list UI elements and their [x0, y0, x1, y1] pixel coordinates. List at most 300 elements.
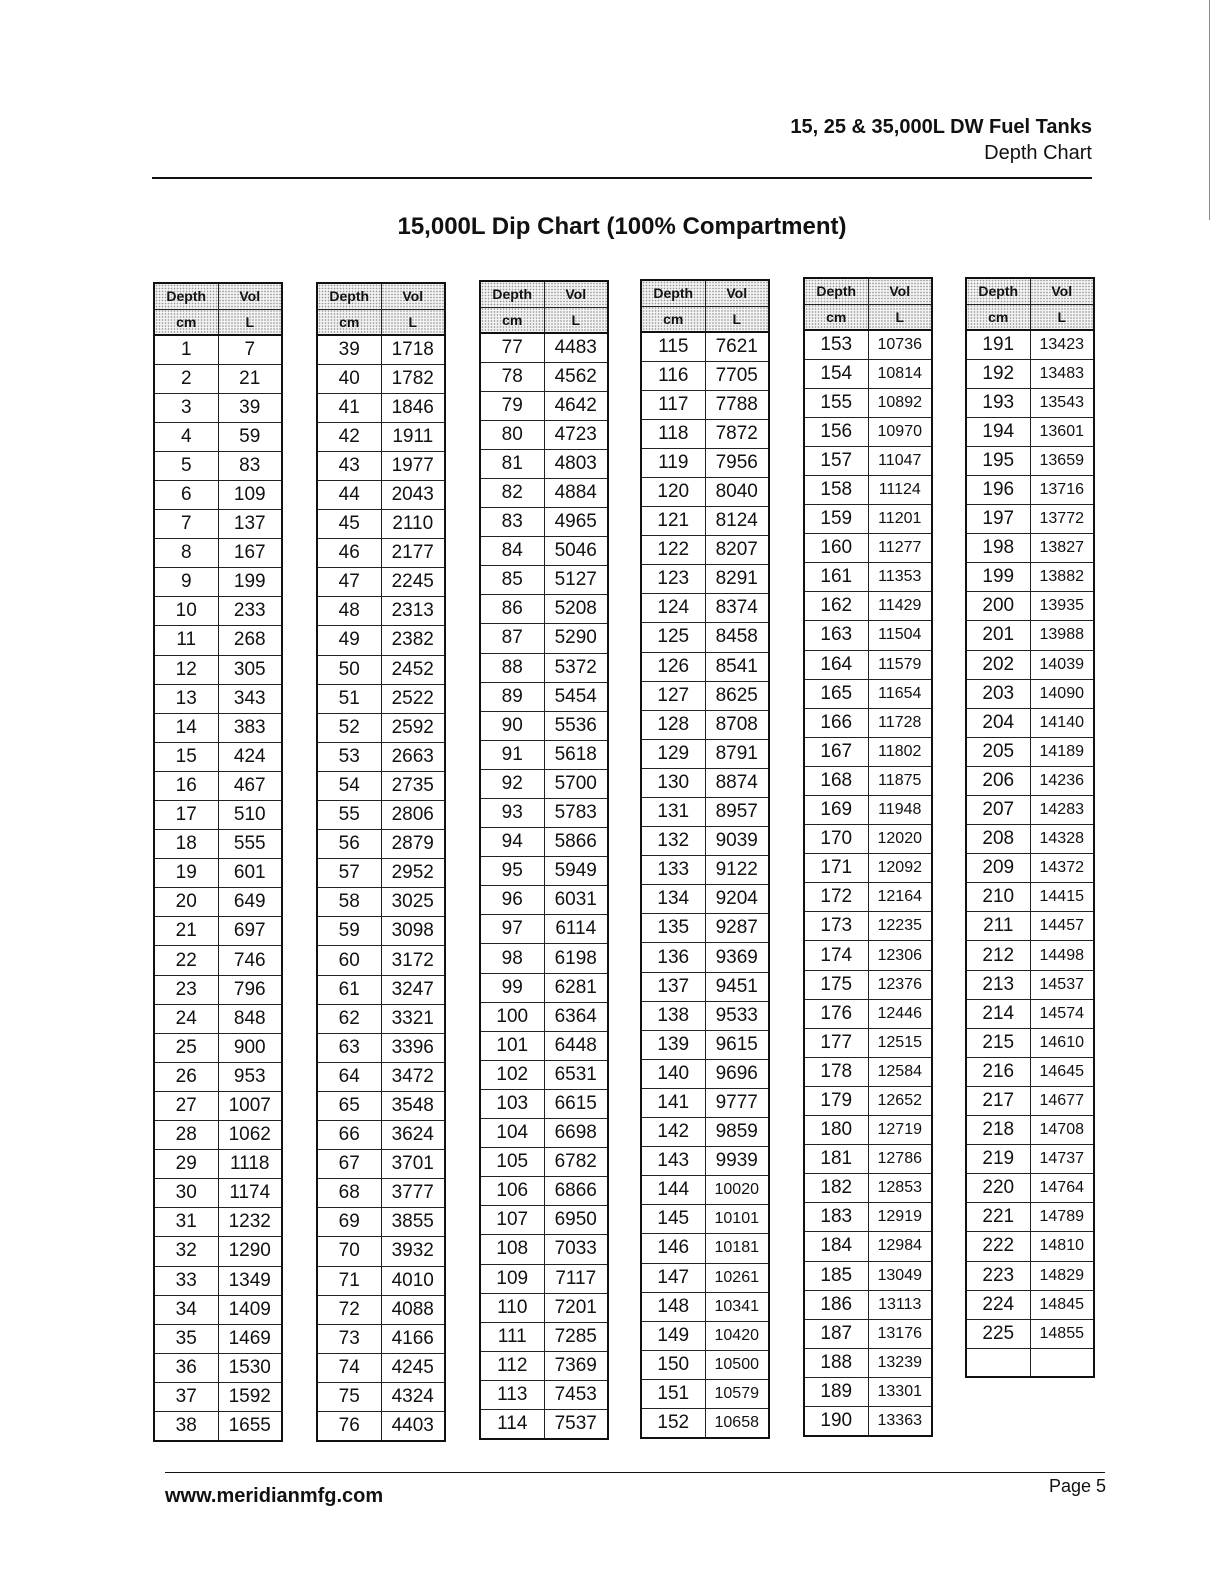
depth-header: Depth	[966, 278, 1030, 304]
depth-cell: 10	[154, 597, 218, 626]
volume-cell: 3098	[381, 917, 445, 946]
volume-cell: 2592	[381, 713, 445, 742]
volume-cell: 9777	[705, 1088, 769, 1117]
table-row	[154, 771, 282, 800]
table-row	[641, 623, 769, 652]
depth-cell: 158	[804, 475, 868, 504]
depth-cell: 33	[154, 1266, 218, 1295]
depth-cell: 138	[641, 1001, 705, 1030]
volume-cell: 10970	[868, 417, 932, 446]
volume-cell: 12376	[868, 970, 932, 999]
table-row	[641, 1030, 769, 1059]
volume-cell: 9696	[705, 1059, 769, 1088]
depth-cell: 225	[966, 1319, 1030, 1348]
depth-cell: 162	[804, 592, 868, 621]
depth-cell: 214	[966, 999, 1030, 1028]
depth-cell: 79	[480, 391, 544, 420]
table-row	[317, 946, 445, 975]
depth-cell: 4	[154, 422, 218, 451]
depth-cell: 78	[480, 362, 544, 391]
volume-cell: 2177	[381, 539, 445, 568]
depth-table-5	[803, 277, 933, 1437]
table-row	[641, 1292, 769, 1321]
volume-cell: 14415	[1030, 883, 1094, 912]
depth-cell: 154	[804, 359, 868, 388]
volume-cell: 39	[218, 393, 282, 422]
volume-cell: 7537	[544, 1409, 608, 1438]
table-row	[480, 886, 608, 915]
depth-volume-table	[316, 282, 446, 1442]
table-row	[317, 335, 445, 364]
depth-cell: 63	[317, 1033, 381, 1062]
table-row	[966, 1174, 1094, 1203]
volume-cell: 7872	[705, 419, 769, 448]
table-row	[480, 362, 608, 391]
depth-volume-table	[965, 277, 1095, 1378]
depth-cell: 180	[804, 1116, 868, 1145]
depth-cell: 172	[804, 883, 868, 912]
volume-cell: 10420	[705, 1321, 769, 1350]
depth-cell: 208	[966, 825, 1030, 854]
table-row	[804, 708, 932, 737]
depth-cell: 90	[480, 711, 544, 740]
volume-cell: 11728	[868, 708, 932, 737]
volume-cell: 5783	[544, 799, 608, 828]
volume-cell: 14090	[1030, 679, 1094, 708]
table-row	[966, 621, 1094, 650]
table-row	[480, 1293, 608, 1322]
volume-cell: 4483	[544, 333, 608, 362]
volume-cell: 13049	[868, 1261, 932, 1290]
volume-cell: 1007	[218, 1091, 282, 1120]
footer-url: www.meridianmfg.com	[165, 1485, 384, 1507]
depth-cell: 170	[804, 825, 868, 854]
volume-cell: 13423	[1030, 330, 1094, 359]
volume-cell: 649	[218, 888, 282, 917]
volume-cell: 5208	[544, 595, 608, 624]
volume-cell: 4884	[544, 478, 608, 507]
depth-cell: 58	[317, 888, 381, 917]
depth-cell: 169	[804, 796, 868, 825]
table-row	[317, 451, 445, 480]
volume-cell: 746	[218, 946, 282, 975]
table-row	[966, 505, 1094, 534]
depth-cell: 34	[154, 1295, 218, 1324]
depth-cell: 160	[804, 534, 868, 563]
depth-cell: 184	[804, 1232, 868, 1261]
depth-cell: 185	[804, 1261, 868, 1290]
table-row	[317, 713, 445, 742]
volume-cell: 1846	[381, 393, 445, 422]
volume-cell: 14283	[1030, 796, 1094, 825]
depth-unit: cm	[804, 304, 868, 330]
depth-cell: 219	[966, 1145, 1030, 1174]
volume-cell: 1232	[218, 1208, 282, 1237]
depth-cell: 114	[480, 1409, 544, 1438]
volume-cell: 14829	[1030, 1261, 1094, 1290]
volume-cell: 13716	[1030, 475, 1094, 504]
table-row	[804, 1145, 932, 1174]
volume-cell: 137	[218, 510, 282, 539]
table-row	[317, 1062, 445, 1091]
table-row	[480, 1031, 608, 1060]
depth-cell: 22	[154, 946, 218, 975]
chart-title: 15,000L Dip Chart (100% Compartment)	[397, 213, 847, 240]
volume-cell: 1118	[218, 1150, 282, 1179]
depth-header: Depth	[317, 283, 381, 309]
table-row	[641, 332, 769, 361]
depth-cell: 28	[154, 1121, 218, 1150]
volume-cell: 10814	[868, 359, 932, 388]
table-row	[966, 1028, 1094, 1057]
depth-cell: 89	[480, 682, 544, 711]
depth-cell: 92	[480, 769, 544, 798]
table-row	[480, 828, 608, 857]
volume-cell: 10181	[705, 1234, 769, 1263]
volume-cell: 4965	[544, 508, 608, 537]
depth-cell: 224	[966, 1290, 1030, 1319]
depth-cell: 149	[641, 1321, 705, 1350]
depth-cell: 216	[966, 1057, 1030, 1086]
table-row	[480, 478, 608, 507]
depth-cell: 194	[966, 417, 1030, 446]
depth-table-6	[965, 277, 1095, 1378]
vol-unit: L	[218, 309, 282, 335]
depth-cell: 113	[480, 1380, 544, 1409]
header-row	[966, 278, 1094, 304]
table-row	[317, 597, 445, 626]
table-row	[154, 1353, 282, 1382]
volume-cell: 5536	[544, 711, 608, 740]
table-row	[641, 739, 769, 768]
volume-cell: 4403	[381, 1411, 445, 1440]
depth-cell: 108	[480, 1235, 544, 1264]
volume-cell: 12652	[868, 1086, 932, 1115]
volume-cell: 4562	[544, 362, 608, 391]
table-row	[480, 333, 608, 362]
volume-cell: 3025	[381, 888, 445, 917]
volume-cell: 12786	[868, 1145, 932, 1174]
table-row	[317, 1382, 445, 1411]
depth-cell: 220	[966, 1174, 1030, 1203]
table-row	[480, 769, 608, 798]
depth-cell: 196	[966, 475, 1030, 504]
depth-cell: 133	[641, 856, 705, 885]
volume-cell: 6698	[544, 1119, 608, 1148]
depth-cell: 100	[480, 1002, 544, 1031]
depth-cell: 203	[966, 679, 1030, 708]
depth-cell: 84	[480, 537, 544, 566]
volume-cell: 900	[218, 1033, 282, 1062]
table-row	[480, 1089, 608, 1118]
volume-cell: 11429	[868, 592, 932, 621]
volume-cell: 13601	[1030, 417, 1094, 446]
depth-cell: 178	[804, 1057, 868, 1086]
depth-cell: 183	[804, 1203, 868, 1232]
page-edge-line	[1209, 0, 1210, 220]
depth-cell: 118	[641, 419, 705, 448]
depth-cell: 134	[641, 885, 705, 914]
volume-cell: 13988	[1030, 621, 1094, 650]
volume-cell: 6114	[544, 915, 608, 944]
depth-cell: 23	[154, 975, 218, 1004]
table-row	[154, 393, 282, 422]
depth-cell: 135	[641, 914, 705, 943]
table-row	[804, 796, 932, 825]
depth-volume-table	[479, 280, 609, 1440]
depth-cell: 200	[966, 592, 1030, 621]
table-row	[641, 1379, 769, 1408]
table-row	[154, 1324, 282, 1353]
table-row	[804, 330, 932, 359]
table-row	[966, 1290, 1094, 1319]
volume-cell: 1592	[218, 1382, 282, 1411]
table-row	[480, 420, 608, 449]
volume-cell: 13113	[868, 1290, 932, 1319]
depth-cell: 87	[480, 624, 544, 653]
depth-cell: 164	[804, 650, 868, 679]
depth-cell: 85	[480, 566, 544, 595]
depth-cell: 111	[480, 1322, 544, 1351]
table-row	[154, 364, 282, 393]
depth-cell: 166	[804, 708, 868, 737]
volume-cell: 13483	[1030, 359, 1094, 388]
depth-cell: 55	[317, 801, 381, 830]
depth-cell: 104	[480, 1119, 544, 1148]
volume-cell: 2952	[381, 859, 445, 888]
depth-cell: 217	[966, 1086, 1030, 1115]
volume-cell: 2879	[381, 830, 445, 859]
volume-cell: 8374	[705, 594, 769, 623]
volume-cell: 9204	[705, 885, 769, 914]
unit-row	[804, 304, 932, 330]
volume-cell: 14457	[1030, 912, 1094, 941]
volume-cell: 8207	[705, 536, 769, 565]
table-row	[154, 1062, 282, 1091]
volume-cell: 21	[218, 364, 282, 393]
table-row	[154, 975, 282, 1004]
table-row	[804, 388, 932, 417]
depth-cell: 74	[317, 1353, 381, 1382]
table-row	[154, 1208, 282, 1237]
volume-cell: 1655	[218, 1411, 282, 1440]
table-row	[804, 1028, 932, 1057]
table-row	[641, 827, 769, 856]
depth-cell: 48	[317, 597, 381, 626]
volume-cell: 5046	[544, 537, 608, 566]
table-row	[480, 1177, 608, 1206]
depth-cell: 152	[641, 1408, 705, 1437]
table-row	[804, 1057, 932, 1086]
table-row	[154, 597, 282, 626]
volume-cell: 14372	[1030, 854, 1094, 883]
depth-cell: 198	[966, 534, 1030, 563]
table-row	[641, 594, 769, 623]
table-row	[317, 1150, 445, 1179]
depth-cell: 12	[154, 655, 218, 684]
table-row	[966, 330, 1094, 359]
volume-cell: 848	[218, 1004, 282, 1033]
table-row	[154, 655, 282, 684]
depth-cell: 143	[641, 1147, 705, 1176]
volume-cell: 3855	[381, 1208, 445, 1237]
table-row	[641, 972, 769, 1001]
volume-cell: 8541	[705, 652, 769, 681]
table-row	[480, 566, 608, 595]
table-row	[154, 888, 282, 917]
table-row	[966, 825, 1094, 854]
vol-unit: L	[544, 307, 608, 333]
volume-cell: 6448	[544, 1031, 608, 1060]
depth-cell: 145	[641, 1205, 705, 1234]
volume-cell: 5866	[544, 828, 608, 857]
depth-unit: cm	[480, 307, 544, 333]
depth-cell: 69	[317, 1208, 381, 1237]
volume-cell: 11654	[868, 679, 932, 708]
table-row	[641, 768, 769, 797]
depth-cell: 82	[480, 478, 544, 507]
table-row	[804, 1290, 932, 1319]
depth-cell: 103	[480, 1089, 544, 1118]
volume-cell: 6531	[544, 1060, 608, 1089]
unit-row	[480, 307, 608, 333]
volume-cell: 10341	[705, 1292, 769, 1321]
depth-cell: 30	[154, 1179, 218, 1208]
volume-cell: 1062	[218, 1121, 282, 1150]
volume-cell: 6782	[544, 1148, 608, 1177]
table-row	[966, 475, 1094, 504]
table-row	[154, 1295, 282, 1324]
depth-cell: 8	[154, 539, 218, 568]
depth-cell: 51	[317, 684, 381, 713]
volume-cell: 12853	[868, 1174, 932, 1203]
table-row	[804, 1348, 932, 1377]
volume-cell: 6198	[544, 944, 608, 973]
table-row	[804, 1203, 932, 1232]
depth-table-4	[640, 279, 770, 1439]
volume-cell: 7369	[544, 1351, 608, 1380]
depth-cell: 195	[966, 446, 1030, 475]
depth-cell: 31	[154, 1208, 218, 1237]
volume-cell: 13543	[1030, 388, 1094, 417]
unit-row	[317, 309, 445, 335]
volume-cell: 8625	[705, 681, 769, 710]
table-row	[641, 1001, 769, 1030]
table-row	[641, 1059, 769, 1088]
table-row	[804, 854, 932, 883]
table-row	[154, 1033, 282, 1062]
depth-cell: 190	[804, 1406, 868, 1435]
table-row	[480, 1206, 608, 1235]
depth-cell: 42	[317, 422, 381, 451]
table-row	[966, 1232, 1094, 1261]
volume-cell: 383	[218, 713, 282, 742]
depth-cell: 40	[317, 364, 381, 393]
depth-cell: 101	[480, 1031, 544, 1060]
table-row	[966, 883, 1094, 912]
table-row	[154, 917, 282, 946]
depth-cell: 206	[966, 766, 1030, 795]
volume-cell: 12446	[868, 999, 932, 1028]
depth-cell: 130	[641, 768, 705, 797]
table-row	[966, 1319, 1094, 1348]
depth-cell: 39	[317, 335, 381, 364]
table-row	[966, 1086, 1094, 1115]
volume-cell: 7285	[544, 1322, 608, 1351]
volume-cell: 1409	[218, 1295, 282, 1324]
volume-cell: 4166	[381, 1324, 445, 1353]
table-row	[641, 885, 769, 914]
depth-cell: 213	[966, 970, 1030, 999]
depth-cell: 202	[966, 650, 1030, 679]
depth-cell: 50	[317, 655, 381, 684]
depth-cell: 174	[804, 941, 868, 970]
table-row	[966, 359, 1094, 388]
table-row	[804, 359, 932, 388]
depth-cell: 59	[317, 917, 381, 946]
depth-cell: 41	[317, 393, 381, 422]
volume-cell: 6281	[544, 973, 608, 1002]
table-row	[317, 859, 445, 888]
volume-cell: 13827	[1030, 534, 1094, 563]
depth-cell: 186	[804, 1290, 868, 1319]
depth-cell: 137	[641, 972, 705, 1001]
volume-cell: 13772	[1030, 505, 1094, 534]
volume-cell: 5700	[544, 769, 608, 798]
volume-cell: 14645	[1030, 1057, 1094, 1086]
volume-cell: 7621	[705, 332, 769, 361]
table-row	[804, 475, 932, 504]
header-row	[154, 283, 282, 309]
depth-cell: 212	[966, 941, 1030, 970]
table-row	[480, 1235, 608, 1264]
depth-cell: 168	[804, 766, 868, 795]
table-row	[966, 912, 1094, 941]
table-row	[154, 451, 282, 480]
depth-cell: 71	[317, 1266, 381, 1295]
volume-cell: 8708	[705, 710, 769, 739]
table-row	[317, 364, 445, 393]
depth-cell: 88	[480, 653, 544, 682]
table-row	[480, 1148, 608, 1177]
depth-cell: 56	[317, 830, 381, 859]
depth-cell: 68	[317, 1179, 381, 1208]
depth-cell: 181	[804, 1145, 868, 1174]
table-row	[480, 973, 608, 1002]
depth-cell: 161	[804, 563, 868, 592]
depth-cell: 120	[641, 477, 705, 506]
volume-cell: 9369	[705, 943, 769, 972]
table-row	[480, 1264, 608, 1293]
volume-cell: 10500	[705, 1350, 769, 1379]
depth-cell: 116	[641, 361, 705, 390]
table-row	[154, 1237, 282, 1266]
table-row	[317, 626, 445, 655]
depth-cell: 37	[154, 1382, 218, 1411]
depth-cell: 159	[804, 505, 868, 534]
depth-cell: 211	[966, 912, 1030, 941]
table-row	[641, 914, 769, 943]
volume-cell: 11504	[868, 621, 932, 650]
table-row	[480, 1322, 608, 1351]
volume-cell: 13935	[1030, 592, 1094, 621]
volume-cell: 9859	[705, 1118, 769, 1147]
volume-cell: 343	[218, 684, 282, 713]
volume-cell: 2663	[381, 742, 445, 771]
volume-cell: 467	[218, 771, 282, 800]
depth-cell: 26	[154, 1062, 218, 1091]
volume-cell: 3932	[381, 1237, 445, 1266]
